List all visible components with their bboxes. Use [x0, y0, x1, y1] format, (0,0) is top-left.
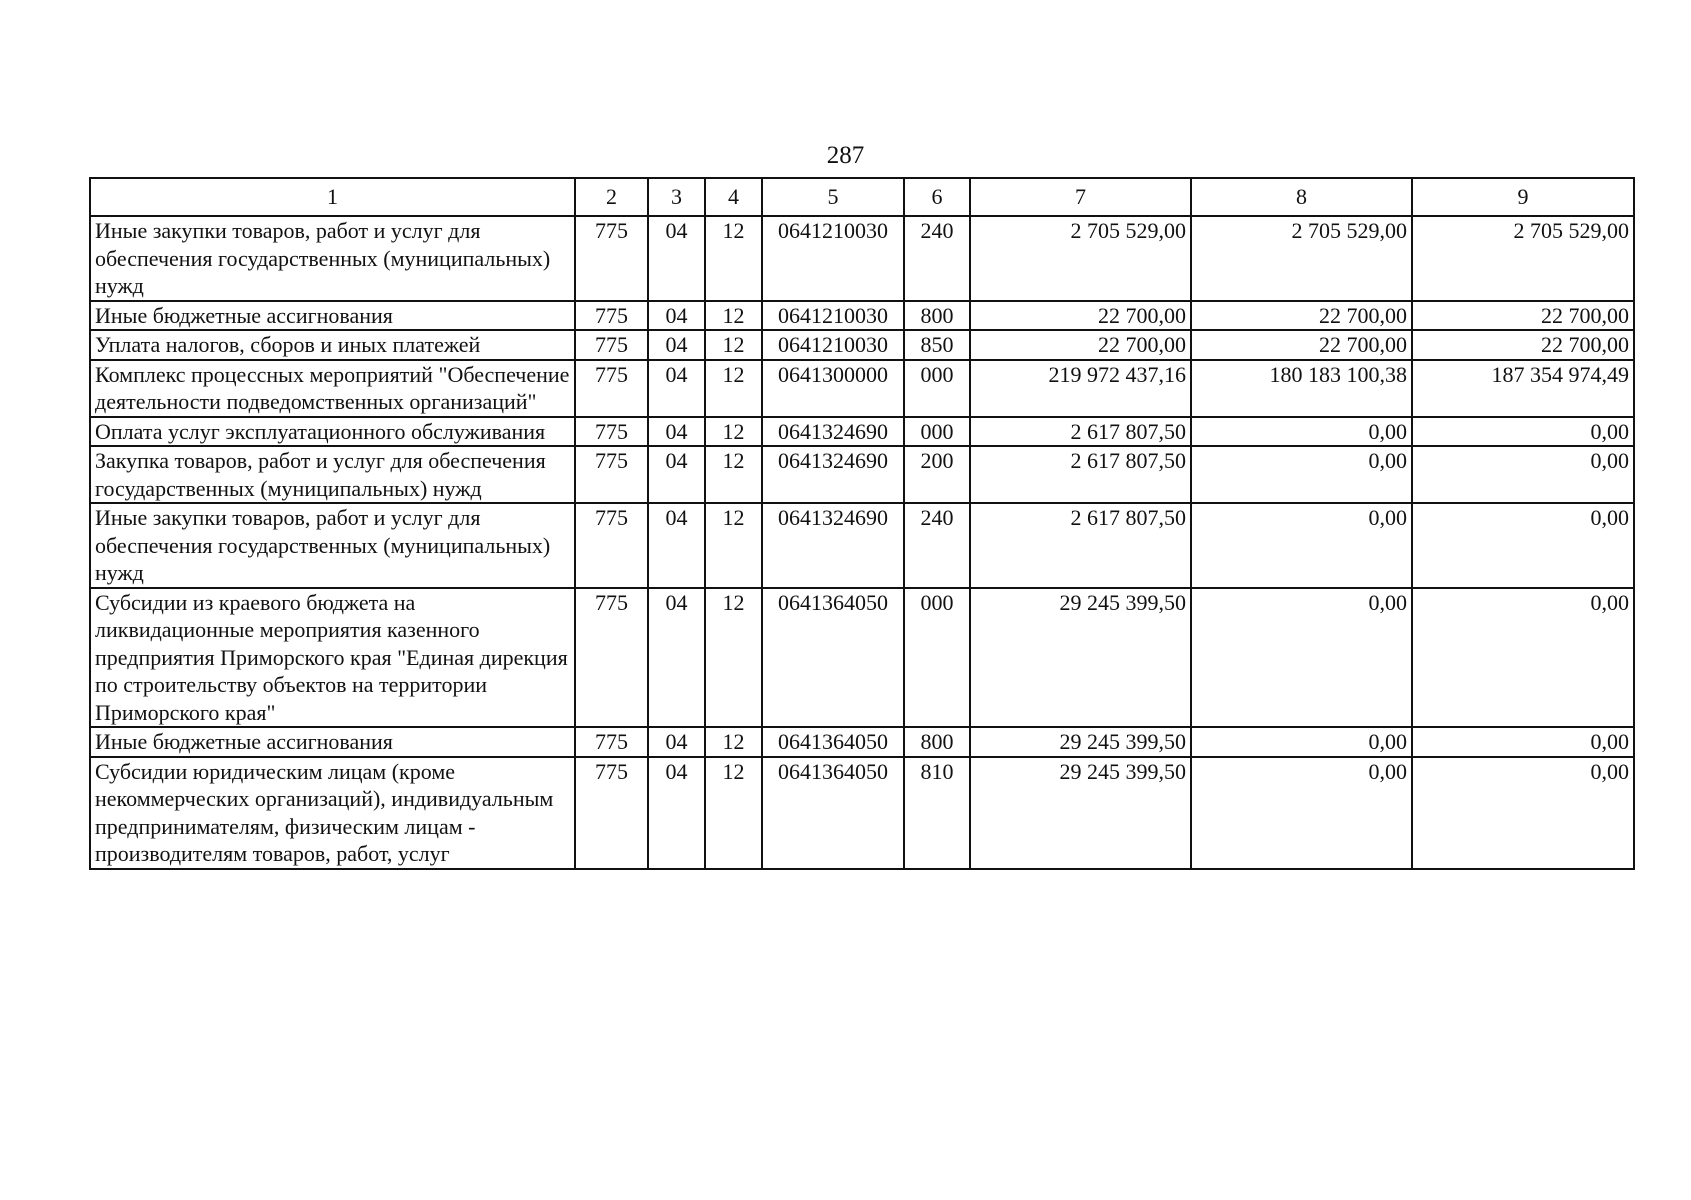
- row-ministry-code: 775: [575, 757, 648, 869]
- header-col-7: 7: [970, 178, 1191, 216]
- header-col-5: 5: [762, 178, 904, 216]
- row-subsection-code: 12: [705, 216, 762, 301]
- header-col-9: 9: [1412, 178, 1634, 216]
- row-ministry-code: 775: [575, 446, 648, 503]
- row-subsection-code: 12: [705, 757, 762, 869]
- row-target-article: 0641210030: [762, 330, 904, 360]
- row-amount-col9: 22 700,00: [1412, 330, 1634, 360]
- row-name: Уплата налогов, сборов и иных платежей: [90, 330, 575, 360]
- row-amount-col7: 29 245 399,50: [970, 588, 1191, 728]
- row-amount-col9: 0,00: [1412, 503, 1634, 588]
- row-expense-type: 800: [904, 727, 970, 757]
- budget-table: [89, 177, 1635, 870]
- table-row: [90, 417, 1634, 447]
- row-ministry-code: 775: [575, 503, 648, 588]
- table-header: [90, 178, 1634, 216]
- row-ministry-code: 775: [575, 330, 648, 360]
- row-amount-col9: 187 354 974,49: [1412, 360, 1634, 417]
- row-amount-col8: 0,00: [1191, 727, 1412, 757]
- table-row: [90, 588, 1634, 728]
- row-ministry-code: 775: [575, 360, 648, 417]
- row-section-code: 04: [648, 727, 705, 757]
- row-ministry-code: 775: [575, 216, 648, 301]
- row-subsection-code: 12: [705, 301, 762, 331]
- row-section-code: 04: [648, 216, 705, 301]
- row-name: Комплекс процессных мероприятий "Обеспечение деятельности подведомственных организаций": [90, 360, 575, 417]
- row-amount-col7: 22 700,00: [970, 330, 1191, 360]
- row-amount-col8: 180 183 100,38: [1191, 360, 1412, 417]
- row-section-code: 04: [648, 503, 705, 588]
- row-amount-col7: 2 705 529,00: [970, 216, 1191, 301]
- row-target-article: 0641210030: [762, 216, 904, 301]
- row-expense-type: 810: [904, 757, 970, 869]
- row-section-code: 04: [648, 446, 705, 503]
- row-name: Субсидии юридическим лицам (кроме некоммерческих организаций), индивидуальным предпринимателям, физическим лицам - производителям товаров, работ, услуг: [90, 757, 575, 869]
- table-row: [90, 216, 1634, 301]
- row-target-article: 0641210030: [762, 301, 904, 331]
- row-expense-type: 850: [904, 330, 970, 360]
- row-target-article: 0641364050: [762, 727, 904, 757]
- row-ministry-code: 775: [575, 588, 648, 728]
- table-row: [90, 446, 1634, 503]
- row-name: Закупка товаров, работ и услуг для обеспечения государственных (муниципальных) нужд: [90, 446, 575, 503]
- page-number: 287: [826, 142, 865, 169]
- table-row: [90, 330, 1634, 360]
- row-target-article: 0641364050: [762, 757, 904, 869]
- row-name: Иные бюджетные ассигнования: [90, 301, 575, 331]
- table-row: [90, 757, 1634, 869]
- row-amount-col9: 0,00: [1412, 757, 1634, 869]
- header-col-4: 4: [705, 178, 762, 216]
- row-name: Оплата услуг эксплуатационного обслуживания: [90, 417, 575, 447]
- row-name: Иные закупки товаров, работ и услуг для обеспечения государственных (муниципальных) нужд: [90, 503, 575, 588]
- row-expense-type: 240: [904, 216, 970, 301]
- row-amount-col9: 0,00: [1412, 446, 1634, 503]
- table-body: [90, 216, 1634, 869]
- row-subsection-code: 12: [705, 446, 762, 503]
- row-ministry-code: 775: [575, 727, 648, 757]
- row-name: Иные бюджетные ассигнования: [90, 727, 575, 757]
- row-name: Субсидии из краевого бюджета на ликвидационные мероприятия казенного предприятия Приморского края "Единая дирекция по строительству объектов на территории Приморского края": [90, 588, 575, 728]
- row-amount-col7: 2 617 807,50: [970, 503, 1191, 588]
- row-amount-col7: 22 700,00: [970, 301, 1191, 331]
- row-ministry-code: 775: [575, 301, 648, 331]
- row-amount-col9: 0,00: [1412, 727, 1634, 757]
- row-amount-col8: 0,00: [1191, 503, 1412, 588]
- table-row: [90, 360, 1634, 417]
- row-subsection-code: 12: [705, 360, 762, 417]
- header-col-8: 8: [1191, 178, 1412, 216]
- row-section-code: 04: [648, 360, 705, 417]
- header-col-6: 6: [904, 178, 970, 216]
- row-subsection-code: 12: [705, 727, 762, 757]
- row-expense-type: 200: [904, 446, 970, 503]
- row-target-article: 0641324690: [762, 417, 904, 447]
- table-row: [90, 727, 1634, 757]
- row-amount-col7: 29 245 399,50: [970, 757, 1191, 869]
- row-target-article: 0641324690: [762, 446, 904, 503]
- row-amount-col8: 22 700,00: [1191, 301, 1412, 331]
- header-col-3: 3: [648, 178, 705, 216]
- row-amount-col9: 0,00: [1412, 417, 1634, 447]
- row-section-code: 04: [648, 330, 705, 360]
- row-amount-col9: 0,00: [1412, 588, 1634, 728]
- row-expense-type: 240: [904, 503, 970, 588]
- row-section-code: 04: [648, 417, 705, 447]
- row-subsection-code: 12: [705, 417, 762, 447]
- row-amount-col8: 2 705 529,00: [1191, 216, 1412, 301]
- row-amount-col8: 0,00: [1191, 588, 1412, 728]
- row-amount-col9: 22 700,00: [1412, 301, 1634, 331]
- table-row: [90, 301, 1634, 331]
- row-amount-col8: 0,00: [1191, 757, 1412, 869]
- row-target-article: 0641300000: [762, 360, 904, 417]
- row-target-article: 0641324690: [762, 503, 904, 588]
- row-subsection-code: 12: [705, 503, 762, 588]
- row-ministry-code: 775: [575, 417, 648, 447]
- row-amount-col7: 29 245 399,50: [970, 727, 1191, 757]
- row-amount-col7: 2 617 807,50: [970, 446, 1191, 503]
- row-subsection-code: 12: [705, 330, 762, 360]
- row-expense-type: 000: [904, 417, 970, 447]
- header-row: [90, 178, 1634, 216]
- row-target-article: 0641364050: [762, 588, 904, 728]
- row-amount-col8: 22 700,00: [1191, 330, 1412, 360]
- row-expense-type: 800: [904, 301, 970, 331]
- row-name: Иные закупки товаров, работ и услуг для обеспечения государственных (муниципальных) нужд: [90, 216, 575, 301]
- row-section-code: 04: [648, 757, 705, 869]
- header-col-2: 2: [575, 178, 648, 216]
- header-col-1: 1: [90, 178, 575, 216]
- row-expense-type: 000: [904, 360, 970, 417]
- row-section-code: 04: [648, 588, 705, 728]
- row-amount-col7: 2 617 807,50: [970, 417, 1191, 447]
- row-amount-col7: 219 972 437,16: [970, 360, 1191, 417]
- row-amount-col9: 2 705 529,00: [1412, 216, 1634, 301]
- row-amount-col8: 0,00: [1191, 446, 1412, 503]
- row-expense-type: 000: [904, 588, 970, 728]
- row-amount-col8: 0,00: [1191, 417, 1412, 447]
- table-row: [90, 503, 1634, 588]
- row-subsection-code: 12: [705, 588, 762, 728]
- row-section-code: 04: [648, 301, 705, 331]
